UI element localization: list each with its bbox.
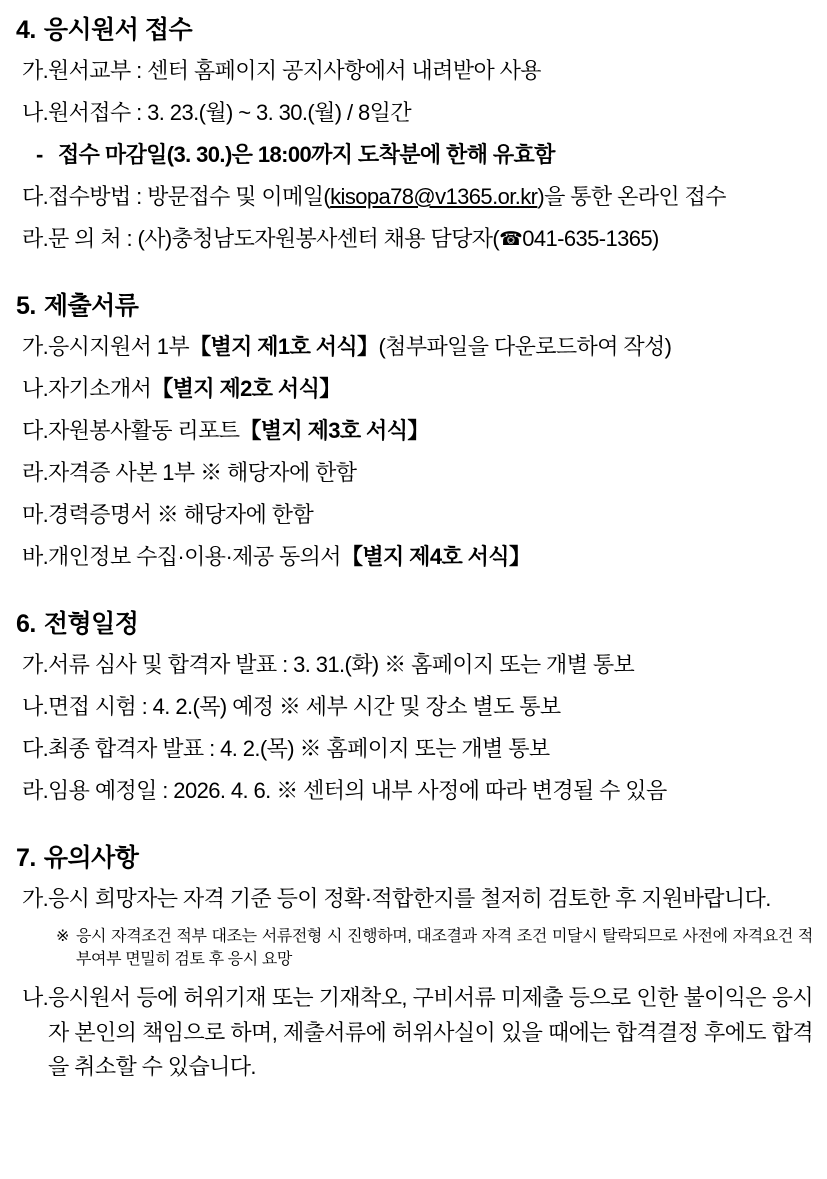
section-4-number: 4.: [16, 16, 36, 44]
item-marker: 라.: [22, 226, 49, 251]
item-text: 자격증 사본 1부 ※ 해당자에 한함: [48, 460, 357, 485]
section-4: [14, 10, 813, 253]
item-text: 임용 예정일 : 2026. 4. 6. ※ 센터의 내부 사정에 따라 변경될 수 있음: [48, 778, 667, 803]
section-6-item-a: [14, 648, 813, 679]
item-text: 응시 희망자는 자격 기준 등이 정확·적합한지를 철저히 검토한 후 지원바랍니다.: [48, 886, 771, 911]
section-6-item-c: [14, 732, 813, 763]
section-5-heading: [16, 286, 813, 322]
item-marker: 나.: [22, 985, 49, 1011]
asterisk-marker: ※: [56, 928, 70, 946]
section-7-item-b: [14, 981, 813, 1083]
item-marker: 다.: [22, 418, 49, 443]
item-text: 응시원서 등에 허위기재 또는 기재착오, 구비서류 미제출 등으로 인한 불이익은 응시자 본인의 책임으로 하며, 제출서류에 허위사실이 있을 때에는 합격결정 후에도 합격을 취소할 수 있습니다.: [48, 985, 813, 1079]
section-5-item-f: [14, 540, 813, 571]
item-text: 서류 심사 및 합격자 발표 : 3. 31.(화) ※ 홈페이지 또는 개별 통보: [48, 652, 635, 677]
item-text-before: 접수방법 : 방문접수 및 이메일(: [48, 184, 331, 209]
item-marker: 나.: [22, 100, 49, 125]
section-5-item-d: [14, 456, 813, 487]
item-marker: 다.: [22, 184, 49, 209]
item-marker: -: [36, 142, 43, 167]
section-4-item-deadline: [14, 138, 813, 169]
item-marker: 바.: [22, 544, 49, 569]
section-4-item-b: [14, 96, 813, 127]
section-6: [14, 604, 813, 805]
item-marker: 마.: [22, 502, 49, 527]
item-text: 원서교부 : 센터 홈페이지 공지사항에서 내려받아 사용: [48, 58, 541, 83]
form-reference: 【별지 제1호 서식】: [189, 334, 379, 359]
item-marker: 나.: [22, 694, 49, 719]
item-marker: 다.: [22, 736, 49, 761]
note-text: 응시 자격조건 적부 대조는 서류전형 시 진행하며, 대조결과 자격 조건 미달시 탈락되므로 사전에 자격요건 적부여부 면밀히 검토 후 응시 요망: [76, 928, 813, 969]
spacer: [14, 264, 813, 286]
item-text: 원서접수 : 3. 23.(월) ~ 3. 30.(월) / 8일간: [48, 100, 411, 125]
section-5-number: 5.: [16, 292, 36, 320]
item-marker: 가.: [22, 58, 49, 83]
item-text-after: (첨부파일을 다운로드하여 작성): [378, 334, 672, 359]
item-marker: 라.: [22, 778, 49, 803]
item-marker: 가.: [22, 334, 49, 359]
section-5-item-e: [14, 498, 813, 529]
spacer: [14, 816, 813, 838]
section-4-item-a: [14, 54, 813, 85]
section-5: [14, 286, 813, 571]
item-text-before: 응시지원서 1부: [48, 334, 190, 359]
section-6-item-b: [14, 690, 813, 721]
section-6-heading: [16, 604, 813, 640]
section-7-heading: [16, 838, 813, 874]
section-5-title: 제출서류: [43, 292, 139, 320]
item-text: 면접 시험 : 4. 2.(목) 예정 ※ 세부 시간 및 장소 별도 통보: [48, 694, 561, 719]
item-text: 경력증명서 ※ 해당자에 한함: [48, 502, 314, 527]
section-4-heading: [16, 10, 813, 46]
section-7-note: [14, 925, 813, 971]
form-reference: 【별지 제3호 서식】: [239, 418, 429, 443]
item-text: 최종 합격자 발표 : 4. 2.(목) ※ 홈페이지 또는 개별 통보: [48, 736, 550, 761]
section-6-number: 6.: [16, 610, 36, 638]
item-text-after: )을 통한 온라인 접수: [537, 184, 726, 209]
item-text-before: 자원봉사활동 리포트: [48, 418, 240, 443]
item-marker: 라.: [22, 460, 49, 485]
item-text: 접수 마감일(3. 30.)은 18:00까지 도착분에 한해 유효함: [58, 142, 555, 167]
item-text-before: 문 의 처 : (사)충청남도자원봉사센터 채용 담당자(: [48, 226, 500, 251]
item-text-before: 자기소개서: [48, 376, 152, 401]
section-6-title: 전형일정: [43, 610, 139, 638]
section-7-title: 유의사항: [43, 844, 139, 872]
section-4-title: 응시원서 접수: [43, 16, 193, 44]
section-5-item-c: [14, 414, 813, 445]
item-text-before: 개인정보 수집·이용·제공 동의서: [48, 544, 341, 569]
email-link[interactable]: kisopa78@v1365.or.kr: [330, 184, 538, 209]
spacer: [14, 582, 813, 604]
section-7-number: 7.: [16, 844, 36, 872]
section-6-item-d: [14, 774, 813, 805]
section-5-item-b: [14, 372, 813, 403]
item-marker: 가.: [22, 886, 49, 911]
item-text-after: 041-635-1365): [522, 226, 659, 251]
section-5-item-a: [14, 330, 813, 361]
item-marker: 나.: [22, 376, 49, 401]
item-marker: 가.: [22, 652, 49, 677]
form-reference: 【별지 제4호 서식】: [340, 544, 531, 569]
phone-icon: ☎: [499, 229, 523, 250]
section-4-item-d: [14, 222, 813, 253]
form-reference: 【별지 제2호 서식】: [151, 376, 341, 401]
section-4-item-c: [14, 180, 813, 211]
section-7-item-a: [14, 882, 813, 916]
section-7: [14, 838, 813, 1084]
